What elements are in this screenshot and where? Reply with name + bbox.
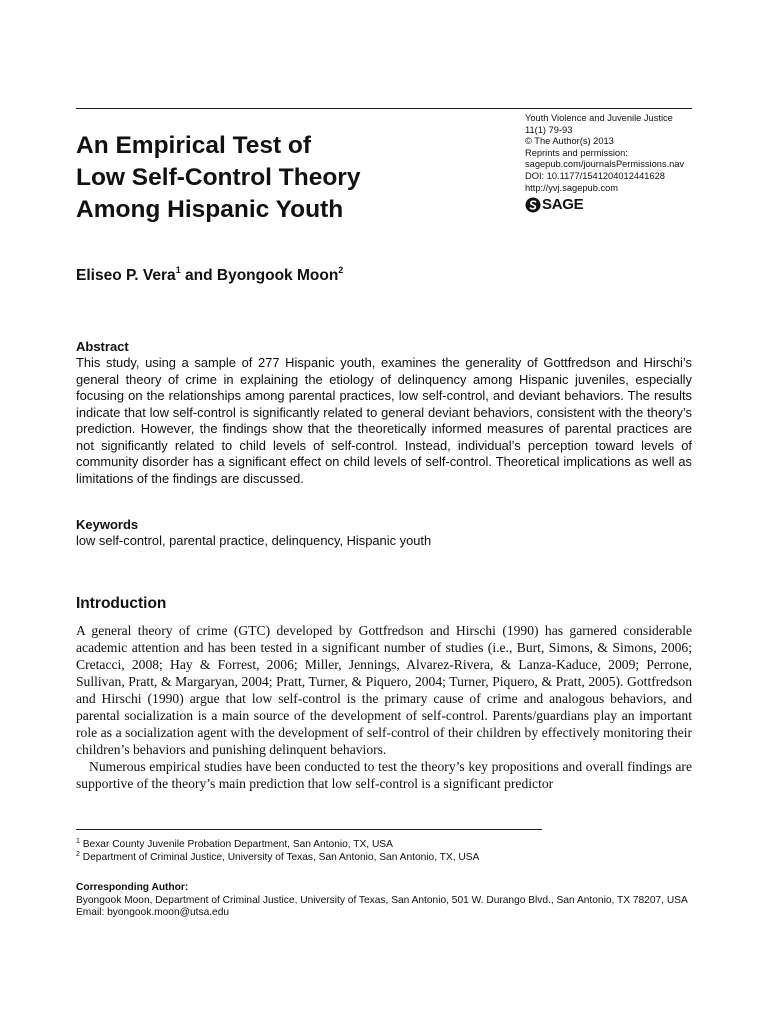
corresponding-email[interactable]: Email: byongook.moon@utsa.edu	[76, 907, 230, 919]
keywords-text: low self-control, parental practice, delinquency, Hispanic youth	[76, 533, 432, 548]
header-rule	[76, 108, 692, 109]
footnote-text: Department of Criminal Justice, University of Texas, San Antonio, San Antonio, TX, USA	[82, 852, 480, 863]
sage-logo	[525, 197, 715, 213]
abstract-heading: Abstract	[76, 339, 129, 354]
title-line: An Empirical Test of	[76, 132, 312, 159]
title-line: Low Self-Control Theory	[76, 164, 361, 191]
sage-logo-icon	[525, 197, 541, 213]
corresponding-author	[76, 882, 706, 920]
title-line: Among Hispanic Youth	[76, 196, 344, 223]
reprints-label: Reprints and permission:	[525, 147, 628, 158]
journal-info	[525, 113, 715, 213]
introduction-heading: Introduction	[76, 595, 167, 612]
sage-logo-text: SAGE	[542, 196, 584, 214]
author-connector: and	[185, 267, 213, 284]
footnote-mark: 2	[76, 851, 80, 858]
footnote-mark: 1	[76, 838, 80, 845]
corresponding-label: Corresponding Author:	[76, 882, 189, 893]
reprints-link[interactable]: sagepub.com/journalsPermissions.nav	[525, 159, 685, 170]
body-paragraph: A general theory of crime (GTC) developed by Gottfredson and Hirschi (1990) has garnered considerable academic attention and has been tested in a significant number of studies (i.e., Burt, Simons, & Simons, 2006; Cretacci, 2008; Hay & Forrest, 2006; Miller, Jennings, Alvarez-Rivera, & Lanza-Kaduce, 2009; Perrone, Sullivan, Pratt, & Margaryan, 2004; Pratt, Turner, & Piquero, 2004; Turner, Piquero, & Pratt, 2005). Gottfredson and Hirschi (1990) argue that low self-control is the primary cause of crime and analogous behaviors, and parental socialization is a main source of the development of self-control. Parents/guardians play an important role as a socialization agent with the development of self-control of their children by effectively monitoring their children’s behaviors and punishing delinquent behaviors.	[76, 623, 692, 757]
footnote-rule	[76, 829, 542, 830]
journal-site-link[interactable]: http://yvj.sagepub.com	[525, 182, 619, 193]
footnote-text: Bexar County Juvenile Probation Department, San Antonio, TX, USA	[82, 839, 393, 850]
affiliation-footnotes	[76, 838, 706, 864]
author-name: Byongook Moon	[216, 267, 339, 284]
body-paragraph: Numerous empirical studies have been conducted to test the theory’s key propositions and overall findings are supportive of the theory’s main prediction that low self-control is a significant predictor	[76, 759, 692, 791]
abstract-text: This study, using a sample of 277 Hispanic youth, examines the generality of Gottfredson and Hirschi’s general theory of crime in explaining the etiology of delinquency among Hispanic juveniles, especially focusing on the relationships among parental practices, low self-control, and deviant behaviors. The results indicate that low self-control is significantly related to general deviant behaviors, consistent with the theory’s prediction. However, the findings show that the theoretically informed measures of parental practices are not significantly related to child levels of self-control. Instead, individual’s perception toward levels of community disorder has a significant effect on child levels of self-control. Theoretical implications as well as limitations of the findings are discussed.	[76, 355, 692, 486]
author-name: Eliseo P. Vera	[76, 267, 176, 284]
affiliation-mark: 1	[175, 265, 181, 275]
footnote	[76, 838, 706, 851]
author-line	[76, 267, 343, 285]
doi[interactable]: DOI: 10.1177/1541204012441628	[525, 170, 665, 181]
copyright: © The Author(s) 2013	[525, 136, 614, 147]
journal-issue: 11(1) 79-93	[525, 124, 573, 135]
article-title	[76, 130, 496, 226]
footnote	[76, 851, 706, 864]
keywords-heading: Keywords	[76, 517, 139, 532]
introduction-body	[76, 622, 692, 792]
abstract-section	[76, 339, 692, 487]
journal-name: Youth Violence and Juvenile Justice	[525, 113, 673, 123]
keywords-section	[76, 517, 692, 550]
corresponding-address: Byongook Moon, Department of Criminal Justice, University of Texas, San Antonio, 501 W. Durango Blvd., San Antonio, TX 78207, USA	[76, 894, 688, 906]
affiliation-mark: 2	[338, 265, 344, 275]
